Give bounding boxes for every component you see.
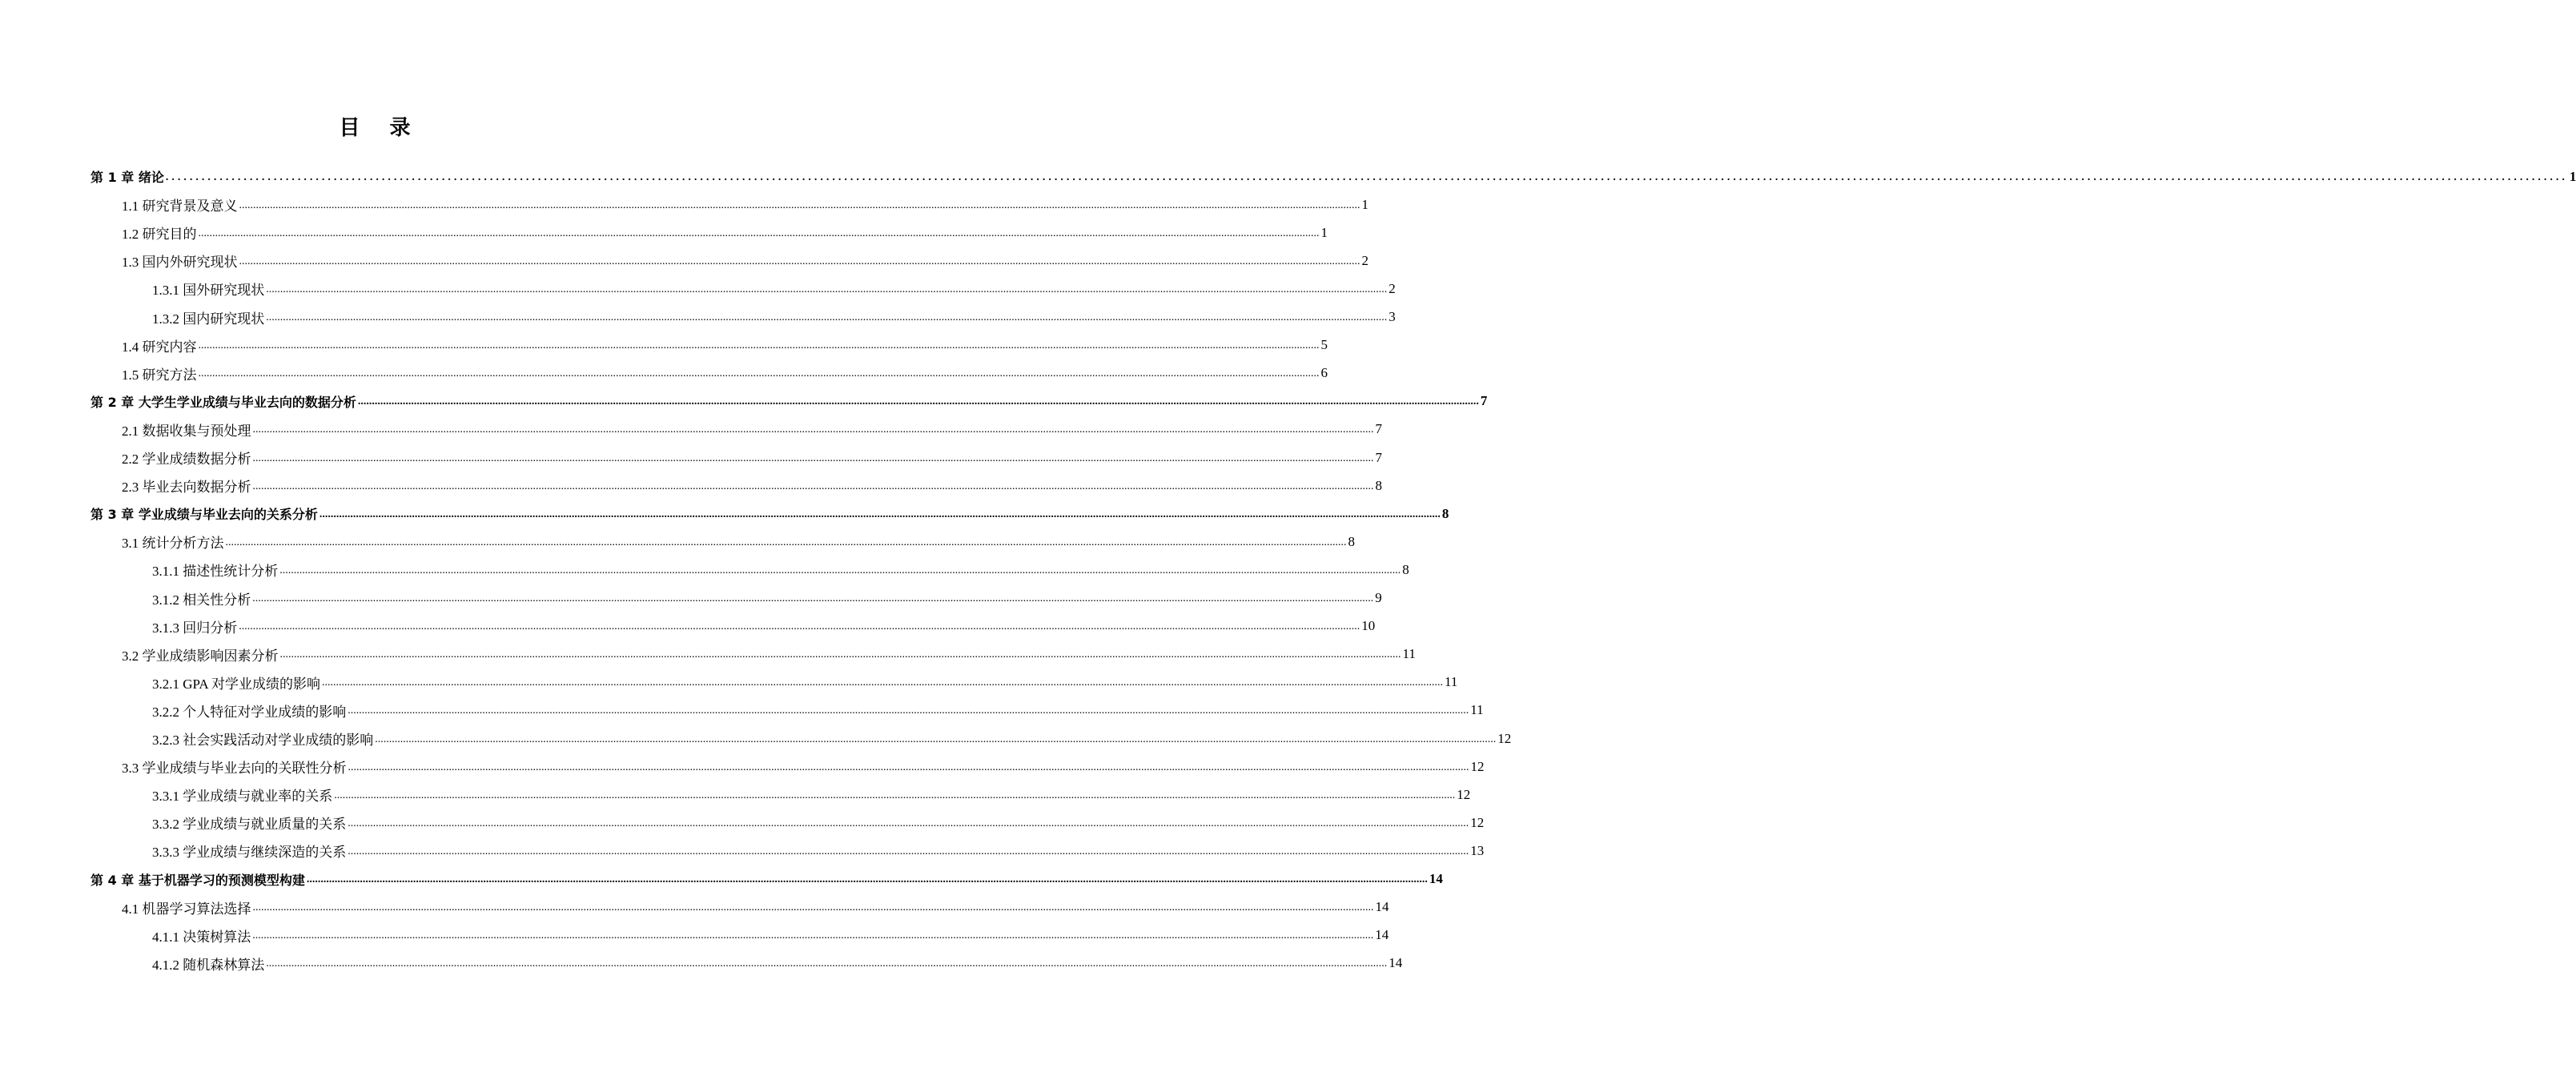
toc-entry-page-number: 1 [1320, 224, 1328, 240]
toc-entry[interactable] [152, 584, 1382, 612]
dot-leader: ................................................................................................................................................................................................................................................................................................................................................................................................................ [266, 283, 1388, 295]
toc-entry-label: 1.2 研究目的 [122, 227, 197, 243]
toc-entry-page-number: 11 [1470, 702, 1484, 718]
dot-leader: ................................................................................................................................................................................................................................................................................................................................................................................................................ [306, 873, 1428, 885]
toc-entry[interactable] [152, 950, 1403, 978]
toc-entry[interactable] [122, 331, 1328, 359]
toc-entry-label: 第 4 章 基于机器学习的预测模型构建 [90, 872, 305, 888]
toc-entry-label: 3.1 统计分析方法 [122, 536, 224, 552]
toc-entry[interactable] [90, 865, 1443, 893]
toc-entry-label: 3.3.2 学业成绩与就业质量的关系 [152, 817, 347, 833]
toc-entry-label: 3.2.1 GPA 对学业成绩的影响 [152, 676, 321, 692]
dot-leader: ................................................................................................................................................................................................................................................................................................................................................................................................................ [266, 311, 1388, 323]
toc-entry[interactable] [122, 191, 1368, 219]
toc-entry-page-number: 9 [1375, 590, 1382, 605]
dot-leader: ................................................................................................................................................................................................................................................................................................................................................................................................................ [225, 536, 1347, 548]
dot-leader: ................................................................................................................................................................................................................................................................................................................................................................................................................ [357, 395, 1479, 408]
toc-entry-page-number: 11 [1402, 646, 1416, 662]
toc-entry-label: 3.1.2 相关性分析 [152, 592, 251, 608]
toc-entry-label: 4.1 机器学习算法选择 [122, 901, 251, 917]
toc-entry[interactable] [152, 556, 1409, 584]
toc-entry-label: 4.1.1 决策树算法 [152, 929, 251, 945]
toc-entry[interactable] [122, 219, 1328, 247]
toc-entry-label: 3.2.3 社会实践活动对学业成绩的影响 [152, 733, 374, 748]
dot-leader: ................................................................................................................................................................................................................................................................................................................................................................................................................ [375, 733, 1497, 745]
toc-entry-page-number: 13 [1470, 842, 1485, 858]
toc-entry-page-number: 12 [1470, 814, 1485, 830]
toc-entry-label: 3.1.1 描述性统计分析 [152, 564, 279, 580]
toc-entry[interactable] [152, 781, 1471, 809]
toc-entry-label: 3.2 学业成绩影响因素分析 [122, 648, 279, 664]
toc-entry-page-number: 7 [1375, 449, 1382, 465]
dot-leader: ................................................................................................................................................................................................................................................................................................................................................................................................................ [334, 789, 1456, 801]
toc-entry[interactable] [152, 668, 1458, 697]
toc-entry-label: 3.3 学业成绩与毕业去向的关联性分析 [122, 761, 347, 777]
toc-entry[interactable] [152, 612, 1376, 640]
toc-entry[interactable] [122, 444, 1382, 472]
toc-entry-page-number: 6 [1320, 365, 1328, 381]
toc-entry-label: 1.3 国内外研究现状 [122, 255, 238, 271]
toc-entry-page-number: 14 [1388, 955, 1403, 971]
dot-leader: ................................................................................................................................................................................................................................................................................................................................................................................................................ [252, 424, 1374, 436]
dot-leader: ................................................................................................................................................................................................................................................................................................................................................................................................................ [279, 648, 1401, 661]
dot-leader: ................................................................................................................................................................................................................................................................................................................................................................................................................ [198, 339, 1320, 352]
dot-leader: ................................................................................................................................................................................................................................................................................................................................................................................................................ [348, 761, 1469, 773]
toc-entry-page-number: 1 [2569, 168, 2576, 184]
toc-entry-page-number: 8 [1348, 533, 1355, 549]
toc-entry[interactable] [122, 893, 1389, 921]
toc-entry[interactable] [90, 387, 1488, 416]
toc-entry-label: 第 3 章 学业成绩与毕业去向的关系分析 [90, 507, 318, 523]
toc-entry[interactable] [152, 921, 1389, 950]
toc-entry[interactable] [122, 640, 1416, 668]
toc-entry-label: 1.1 研究背景及意义 [122, 199, 238, 215]
toc-entry[interactable] [122, 416, 1382, 444]
toc-entry-label: 2.2 学业成绩数据分析 [122, 452, 251, 467]
toc-entry[interactable] [90, 163, 2576, 191]
toc-entry[interactable] [152, 275, 1396, 303]
toc-entry-label: 1.3.2 国内研究现状 [152, 311, 265, 327]
toc-entry-page-number: 5 [1320, 337, 1328, 353]
toc-entry[interactable] [122, 753, 1485, 781]
toc-entry-label: 第 2 章 大学生学业成绩与毕业去向的数据分析 [90, 394, 356, 410]
dot-leader: ................................................................................................................................................................................................................................................................................................................................................................................................................ [252, 452, 1374, 464]
toc-entry-page-number: 3 [1388, 309, 1396, 324]
toc-entry[interactable] [152, 837, 1485, 865]
toc-entry-page-number: 10 [1361, 618, 1376, 634]
toc-title: 目 录 [339, 116, 422, 140]
toc-entry-page-number: 8 [1441, 505, 1449, 521]
toc-entry-page-number: 14 [1375, 927, 1389, 943]
dot-leader: ................................................................................................................................................................................................................................................................................................................................................................................................................ [198, 227, 1320, 239]
toc-entry-page-number: 11 [1445, 674, 1458, 690]
toc-entry-page-number: 8 [1402, 561, 1409, 577]
toc-entry[interactable] [152, 725, 1512, 753]
dot-leader: ................................................................................................................................................................................................................................................................................................................................................................................................................ [266, 958, 1388, 970]
toc-entry-label: 3.1.3 回归分析 [152, 620, 238, 636]
toc-entry-page-number: 7 [1480, 393, 1488, 409]
toc-entry-label: 4.1.2 随机森林算法 [152, 957, 265, 973]
dot-leader: ................................................................................................................................................................................................................................................................................................................................................................................................................ [165, 171, 2568, 183]
toc-entry-label: 1.3.1 国外研究现状 [152, 283, 265, 299]
toc-entry-page-number: 14 [1429, 871, 1443, 886]
dot-leader: ................................................................................................................................................................................................................................................................................................................................................................................................................ [252, 592, 1374, 604]
toc-entry[interactable] [152, 697, 1484, 725]
toc-entry-page-number: 12 [1470, 758, 1485, 774]
toc-entry-page-number: 12 [1497, 730, 1512, 746]
toc-entry-label: 3.3.3 学业成绩与继续深造的关系 [152, 845, 347, 861]
toc-entry-page-number: 12 [1457, 786, 1471, 802]
toc-entry-page-number: 2 [1361, 252, 1368, 268]
toc-entry-page-number: 14 [1375, 899, 1389, 915]
dot-leader: ................................................................................................................................................................................................................................................................................................................................................................................................................ [252, 901, 1374, 914]
dot-leader: ................................................................................................................................................................................................................................................................................................................................................................................................................ [348, 845, 1469, 857]
toc-entry[interactable] [90, 500, 1449, 528]
toc-entry-label: 第 1 章 绪论 [90, 170, 164, 185]
toc-entry-page-number: 8 [1375, 477, 1382, 493]
dot-leader: ................................................................................................................................................................................................................................................................................................................................................................................................................ [239, 255, 1360, 267]
toc-entry-label: 1.4 研究内容 [122, 339, 197, 355]
toc-entry[interactable] [152, 809, 1485, 837]
toc-entry[interactable] [152, 303, 1396, 331]
toc-entry[interactable] [122, 472, 1382, 500]
toc-entry-page-number: 1 [1361, 196, 1368, 212]
dot-leader: ................................................................................................................................................................................................................................................................................................................................................................................................................ [239, 199, 1360, 211]
dot-leader: ................................................................................................................................................................................................................................................................................................................................................................................................................ [279, 564, 1401, 576]
toc-entry[interactable] [122, 359, 1328, 387]
dot-leader: ................................................................................................................................................................................................................................................................................................................................................................................................................ [239, 620, 1360, 633]
toc-entry-label: 2.1 数据收集与预处理 [122, 423, 251, 439]
toc-entry-label: 2.3 毕业去向数据分析 [122, 480, 251, 496]
toc-entry[interactable] [122, 528, 1355, 556]
toc-entry-label: 3.2.2 个人特征对学业成绩的影响 [152, 704, 347, 720]
toc-entry-page-number: 2 [1388, 280, 1396, 296]
dot-leader: ................................................................................................................................................................................................................................................................................................................................................................................................................ [252, 480, 1374, 492]
toc-entry-label: 1.5 研究方法 [122, 367, 197, 383]
dot-leader: ................................................................................................................................................................................................................................................................................................................................................................................................................ [252, 929, 1374, 942]
dot-leader: ................................................................................................................................................................................................................................................................................................................................................................................................................ [198, 367, 1320, 380]
dot-leader: ................................................................................................................................................................................................................................................................................................................................................................................................................ [348, 705, 1469, 717]
dot-leader: ................................................................................................................................................................................................................................................................................................................................................................................................................ [319, 508, 1441, 520]
toc-entry-label: 3.3.1 学业成绩与就业率的关系 [152, 789, 333, 805]
toc-entry[interactable] [122, 247, 1368, 275]
toc-entry-page-number: 7 [1375, 421, 1382, 437]
dot-leader: ................................................................................................................................................................................................................................................................................................................................................................................................................ [348, 817, 1469, 829]
dot-leader: ................................................................................................................................................................................................................................................................................................................................................................................................................ [322, 677, 1444, 689]
